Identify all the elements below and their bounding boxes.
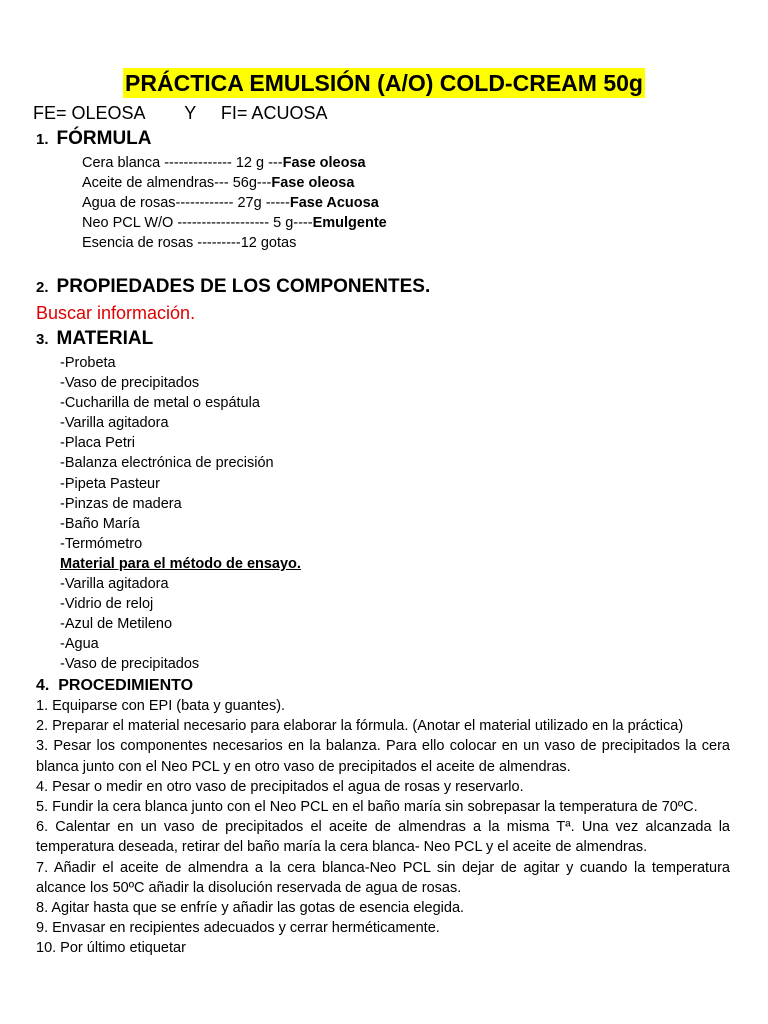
- formula-item: [82, 173, 387, 193]
- list-item: -Azul de Metileno: [60, 616, 173, 633]
- formula-item-text: Cera blanca -------------- 12 g ---: [82, 155, 283, 171]
- formula-item-text: Aceite de almendras--- 56g---: [82, 175, 272, 191]
- test-material-heading: Material para el método de ensayo.: [60, 555, 301, 572]
- document-title: PRÁCTICA EMULSIÓN (A/O) COLD-CREAM 50g: [125, 70, 643, 96]
- procedure-step: 1. Equiparse con EPI (bata y guantes).: [36, 698, 286, 714]
- section-properties-heading: [36, 275, 430, 300]
- formula-item-phase: Emulgente: [312, 215, 387, 231]
- procedure-step: 3. Pesar los componentes necesarios en la balanza. Para ello colocar en un vaso de precipitados la cera blanca junto con el Neo PCL y en otro vaso de precipitados el aceite de almendras.: [36, 738, 730, 775]
- formula-item-phase: Fase Acuosa: [289, 195, 379, 211]
- formula-item-text: Agua de rosas------------ 27g -----: [82, 195, 290, 211]
- section-material-heading: [36, 327, 153, 352]
- formula-item-phase: Fase oleosa: [271, 175, 355, 191]
- title-container: [0, 68, 768, 98]
- formula-item: [82, 233, 387, 253]
- list-item: -Pipeta Pasteur: [60, 475, 160, 492]
- list-item: -Cucharilla de metal o espátula: [60, 395, 260, 412]
- list-item: -Vaso de precipitados: [60, 375, 200, 392]
- phases-line: FE= OLEOSA Y FI= ACUOSA: [33, 103, 328, 123]
- section-number: 1.: [36, 131, 49, 148]
- section-number: 4.: [36, 677, 50, 694]
- section-number: 2.: [36, 279, 49, 296]
- formula-item-text: Neo PCL W/O ------------------- 5 g----: [82, 215, 313, 231]
- list-item: -Vidrio de reloj: [60, 596, 154, 613]
- search-note: Buscar información.: [36, 303, 196, 323]
- procedure-step: 9. Envasar en recipientes adecuados y cerrar herméticamente.: [36, 920, 440, 937]
- formula-item: [82, 213, 387, 233]
- formula-list: [82, 153, 387, 253]
- material-list: [60, 353, 301, 675]
- list-item: -Probeta: [60, 355, 116, 371]
- list-item: -Varilla agitadora: [60, 576, 169, 593]
- list-item: -Balanza electrónica de precisión: [60, 455, 274, 472]
- section-label: FÓRMULA: [56, 128, 152, 149]
- procedure-step: 4. Pesar o medir en otro vaso de precipitados el agua de rosas y reservarlo.: [36, 778, 524, 795]
- procedure-step: 10. Por último etiquetar: [36, 940, 186, 957]
- list-item: -Baño María: [60, 515, 140, 532]
- section-procedure-heading: [36, 676, 193, 696]
- formula-item-phase: Fase oleosa: [282, 155, 366, 171]
- procedure-list: [36, 696, 730, 959]
- section-formula-heading: [36, 127, 152, 152]
- list-item: -Agua: [60, 636, 99, 653]
- list-item: -Varilla agitadora: [60, 415, 169, 432]
- section-label: MATERIAL: [56, 328, 154, 349]
- list-item: -Vaso de precipitados: [60, 656, 200, 673]
- section-number: 3.: [36, 331, 49, 348]
- procedure-step: 8. Agitar hasta que se enfríe y añadir las gotas de esencia elegida.: [36, 900, 465, 917]
- procedure-step: 2. Preparar el material necesario para elaborar la fórmula. (Anotar el material utilizado en la práctica): [36, 718, 684, 735]
- procedure-step: 5. Fundir la cera blanca junto con el Neo PCL en el baño maría sin sobrepasar la temperatura de 70ºC.: [36, 799, 698, 816]
- procedure-step: 7. Añadir el aceite de almendra a la cera blanca-Neo PCL sin dejar de agitar y cuando la temperatura alcance los 50ºC añadir la disolución reservada de agua de rosas.: [36, 859, 730, 896]
- section-label: PROCEDIMIENTO: [58, 677, 194, 694]
- list-item: -Placa Petri: [60, 435, 135, 452]
- list-item: -Pinzas de madera: [60, 495, 182, 512]
- list-item: -Termómetro: [60, 535, 143, 552]
- section-label: PROPIEDADES DE LOS COMPONENTES.: [56, 276, 431, 297]
- formula-item-text: Esencia de rosas ---------12 gotas: [82, 235, 297, 251]
- formula-item: [82, 153, 387, 173]
- procedure-step: 6. Calentar en un vaso de precipitados el aceite de almendras a la misma Tª. Una vez alcanzada la temperatura deseada, retirar del baño maría la cera blanca- Neo PCL y el aceite de almendras.: [36, 819, 730, 856]
- formula-item: [82, 193, 387, 213]
